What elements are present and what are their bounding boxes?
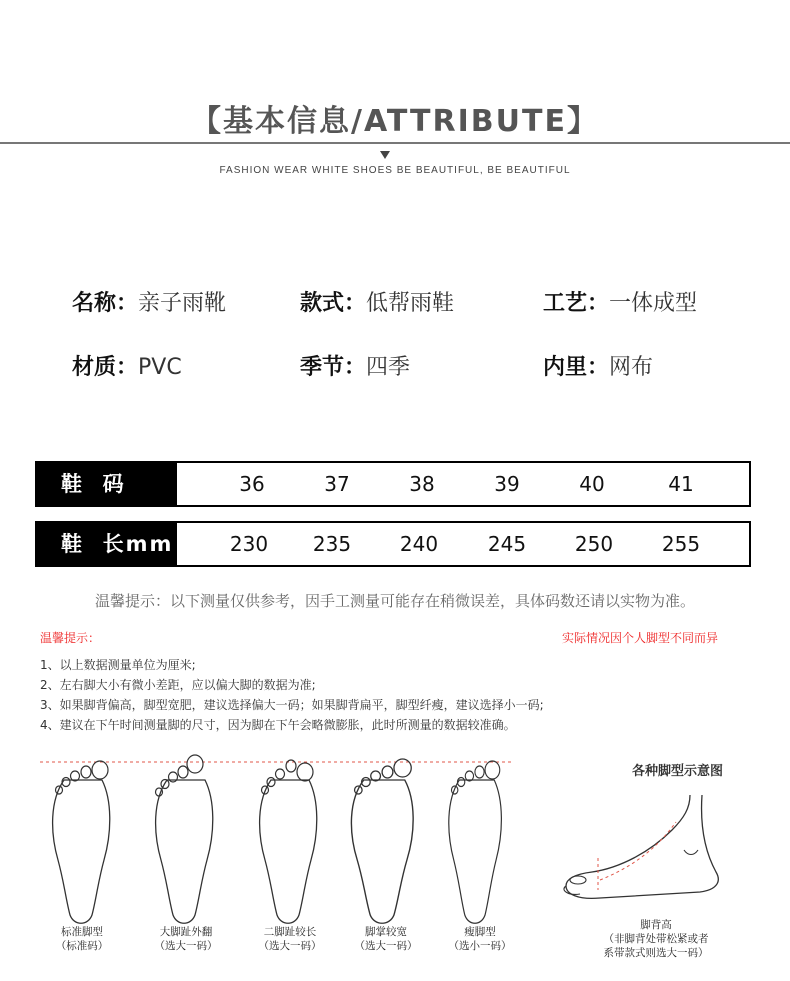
foot-long-second-toe-icon xyxy=(260,760,317,923)
size-cell: 39 xyxy=(494,472,520,496)
size-row-values xyxy=(177,523,749,565)
attr-key: 内里： xyxy=(543,355,610,380)
tip-heading: 温馨提示： xyxy=(40,631,101,645)
tip-line: 3、如果脚背偏高，脚型宽肥，建议选择偏大一码；如果脚背扁平，脚型纤瘦，建议选择小一码; xyxy=(40,698,544,712)
foot-caption-high-instep xyxy=(604,918,709,960)
attr-value: PVC xyxy=(138,355,182,380)
attr-key: 工艺： xyxy=(543,291,610,316)
size-row-length xyxy=(35,521,751,567)
size-cell: 255 xyxy=(661,532,701,556)
foot-high-instep-icon xyxy=(564,795,718,898)
foot-wide-icon xyxy=(351,759,413,923)
size-row-eu xyxy=(35,461,751,507)
foot-caption xyxy=(56,925,109,953)
size-row-label: 鞋 码 xyxy=(61,472,126,496)
tip-line: 4、建议在下午时间测量脚的尺寸，因为脚在下午会略微膨胀，此时所测量的数据较准确。 xyxy=(40,718,516,732)
attr-key: 季节： xyxy=(300,355,367,380)
attr-value: 亲子雨靴 xyxy=(138,291,227,316)
arrow-down-icon xyxy=(380,151,390,159)
attr-value: 低帮雨鞋 xyxy=(366,291,455,316)
size-cell: 36 xyxy=(239,472,265,496)
foot-slim-icon xyxy=(449,761,502,923)
foot-name: 瘦脚型 xyxy=(464,926,496,938)
size-cell: 235 xyxy=(312,532,352,556)
foot-advice: 系带款式则选大一码） xyxy=(603,947,709,959)
header-divider xyxy=(0,142,790,144)
size-cell: 245 xyxy=(487,532,527,556)
foot-advice: （选大一码） xyxy=(154,940,218,952)
foot-advice: （选大一码） xyxy=(258,940,322,952)
foot-standard-icon xyxy=(53,761,110,923)
attr-key: 名称： xyxy=(72,291,139,316)
attr-season xyxy=(300,350,410,381)
attr-style xyxy=(300,286,454,317)
foot-caption xyxy=(155,925,218,953)
tip-note: 实际情况因个人脚型不同而异 xyxy=(562,631,719,645)
foot-caption xyxy=(449,925,512,953)
foot-advice: （选大一码） xyxy=(354,940,418,952)
size-cell: 41 xyxy=(668,472,694,496)
measure-tip: 温馨提示：以下测量仅供参考，因手工测量可能存在稍微误差，具体码数还请以实物为准。 xyxy=(94,592,695,610)
foot-caption xyxy=(355,925,418,953)
attr-name xyxy=(72,286,226,317)
header-subtitle: FASHION WEAR WHITE SHOES BE BEAUTIFUL, BE BEAUTIFUL xyxy=(219,165,571,176)
size-cell: 250 xyxy=(574,532,614,556)
foot-advice: （非脚背处带松紧或者 xyxy=(603,933,709,945)
attr-value: 一体成型 xyxy=(609,291,698,316)
size-cell: 230 xyxy=(229,532,269,556)
attr-value: 四季 xyxy=(366,355,411,380)
attr-craft xyxy=(543,286,697,317)
foot-types-title: 各种脚型示意图 xyxy=(632,764,724,779)
foot-name: 脚背高 xyxy=(640,919,672,931)
tip-line: 2、左右脚大小有微小差距，应以偏大脚的数据为准; xyxy=(40,678,316,692)
tip-line: 1、以上数据测量单位为厘米; xyxy=(40,658,196,672)
size-row-label: 鞋 长mm xyxy=(61,532,174,556)
size-cell: 37 xyxy=(324,472,350,496)
foot-name: 脚掌较宽 xyxy=(365,926,407,938)
attr-key: 款式： xyxy=(300,291,367,316)
size-row-values xyxy=(177,463,749,505)
foot-name: 二脚趾较长 xyxy=(263,926,317,938)
size-cell: 38 xyxy=(409,472,435,496)
attr-lining xyxy=(543,350,653,381)
attr-value: 网布 xyxy=(609,355,654,380)
page-title: 【基本信息/ATTRIBUTE】 xyxy=(191,104,599,139)
size-cell: 240 xyxy=(399,532,439,556)
foot-caption xyxy=(259,925,322,953)
foot-advice: （选小一码） xyxy=(448,940,512,952)
attr-material xyxy=(72,350,182,381)
attr-key: 材质： xyxy=(72,355,139,380)
foot-advice: （标准码） xyxy=(55,940,109,952)
foot-bunion-icon xyxy=(156,755,213,923)
foot-name: 标准脚型 xyxy=(61,926,103,938)
size-cell: 40 xyxy=(579,472,605,496)
foot-name: 大脚趾外翻 xyxy=(159,926,213,938)
